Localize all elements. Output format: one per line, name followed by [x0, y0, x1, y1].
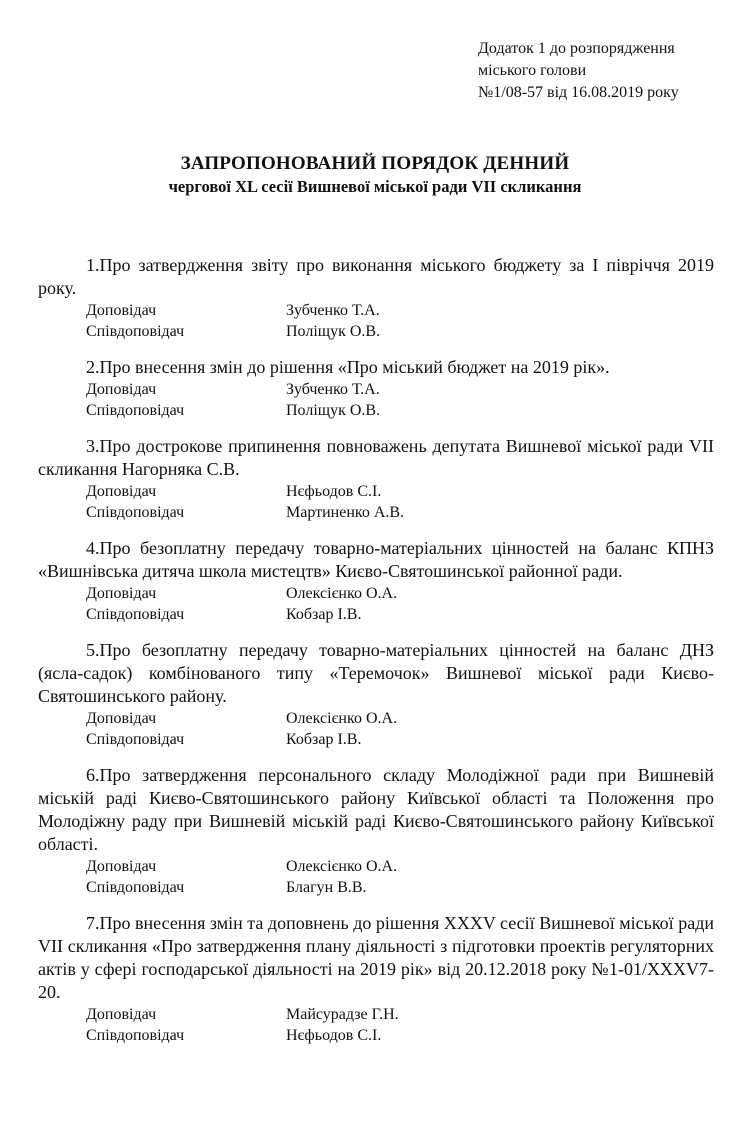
agenda-item-text: 5.Про безоплатну передачу товарно-матеріальних цінностей на баланс ДНЗ (ясла-садок) комбінованого типу «Теремочок» Вишневої міської ради Києво-Святошинського району. [38, 640, 714, 706]
co-speaker-name: Кобзар І.В. [286, 606, 362, 623]
speaker-row [38, 583, 714, 604]
co-speaker-role: Співдоповідач [86, 402, 185, 419]
co-speaker-row [38, 729, 714, 750]
agenda-item-text: 6.Про затвердження персонального складу Молодіжної ради при Вишневій міській раді Києво-Святошинського району Київської області та Положення про Молодіжну раду при Вишневій міській раді Києво-Святошинського району Київської області. [38, 765, 714, 854]
speaker-role: Доповідач [86, 381, 157, 398]
co-speaker-name: Кобзар І.В. [286, 731, 362, 748]
document-title [0, 152, 750, 198]
speaker-role: Доповідач [86, 585, 157, 602]
co-speaker-row [38, 400, 714, 421]
agenda-item-2 [38, 356, 714, 421]
speaker-row [38, 481, 714, 502]
co-speaker-row [38, 604, 714, 625]
agenda-item-text: 4.Про безоплатну передачу товарно-матеріальних цінностей на баланс КПНЗ «Вишнівська дитяча школа мистецтв» Києво-Святошинської районної ради. [38, 538, 714, 581]
agenda-item-4 [38, 537, 714, 625]
annex-line-1: Додаток 1 до розпорядження [478, 40, 675, 57]
co-speaker-name: Нєфьодов С.І. [286, 1027, 382, 1044]
co-speaker-role: Співдоповідач [86, 879, 185, 896]
speaker-name: Зубченко Т.А. [286, 381, 380, 398]
agenda-item-3 [38, 435, 714, 523]
title-sub: чергової XL сесії Вишневої міської ради VII скликання [168, 177, 582, 196]
speaker-role: Доповідач [86, 302, 157, 319]
co-speaker-row [38, 877, 714, 898]
speaker-name: Майсурадзе Г.Н. [286, 1006, 399, 1023]
speaker-name: Олексієнко О.А. [286, 585, 398, 602]
agenda-item-text: 7.Про внесення змін та доповнень до рішення XXXV сесії Вишневої міської ради VII скликання «Про затвердження плану діяльності з підготовки проектів регуляторних актів у сфері господарської діяльності на 2019 рік» від 20.12.2018 року №1-01/XXXV7-20. [38, 913, 714, 1002]
co-speaker-name: Благун В.В. [286, 879, 367, 896]
annex-note [478, 38, 728, 104]
co-speaker-role: Співдоповідач [86, 504, 185, 521]
co-speaker-row [38, 321, 714, 342]
co-speaker-name: Мартиненко А.В. [286, 504, 405, 521]
speaker-role: Доповідач [86, 1006, 157, 1023]
agenda-item-text: 2.Про внесення змін до рішення «Про міський бюджет на 2019 рік». [86, 357, 610, 377]
agenda-item-text: 3.Про дострокове припинення повноважень депутата Вишневої міської ради VII скликання Нагорняка С.В. [38, 436, 714, 479]
speaker-role: Доповідач [86, 483, 157, 500]
co-speaker-role: Співдоповідач [86, 731, 185, 748]
speaker-row [38, 1004, 714, 1025]
co-speaker-role: Співдоповідач [86, 606, 185, 623]
agenda-item-5 [38, 639, 714, 750]
agenda-item-1 [38, 254, 714, 342]
agenda-item-text: 1.Про затвердження звіту про виконання міського бюджету за І півріччя 2019 року. [38, 255, 714, 298]
agenda-item-6 [38, 764, 714, 898]
co-speaker-name: Поліщук О.В. [286, 323, 381, 340]
co-speaker-role: Співдоповідач [86, 323, 185, 340]
annex-line-2: міського голови [478, 62, 587, 79]
annex-line-3: №1/08-57 від 16.08.2019 року [478, 84, 679, 101]
speaker-role: Доповідач [86, 710, 157, 727]
speaker-row [38, 300, 714, 321]
speaker-name: Нєфьодов С.І. [286, 483, 382, 500]
co-speaker-role: Співдоповідач [86, 1027, 185, 1044]
agenda-list [38, 254, 714, 1060]
co-speaker-name: Поліщук О.В. [286, 402, 381, 419]
speaker-name: Зубченко Т.А. [286, 302, 380, 319]
speaker-row [38, 708, 714, 729]
co-speaker-row [38, 502, 714, 523]
agenda-item-7 [38, 912, 714, 1046]
speaker-row [38, 379, 714, 400]
title-main: ЗАПРОПОНОВАНИЙ ПОРЯДОК ДЕННИЙ [180, 153, 570, 174]
speaker-row [38, 856, 714, 877]
speaker-name: Олексієнко О.А. [286, 710, 398, 727]
co-speaker-row [38, 1025, 714, 1046]
speaker-name: Олексієнко О.А. [286, 858, 398, 875]
speaker-role: Доповідач [86, 858, 157, 875]
